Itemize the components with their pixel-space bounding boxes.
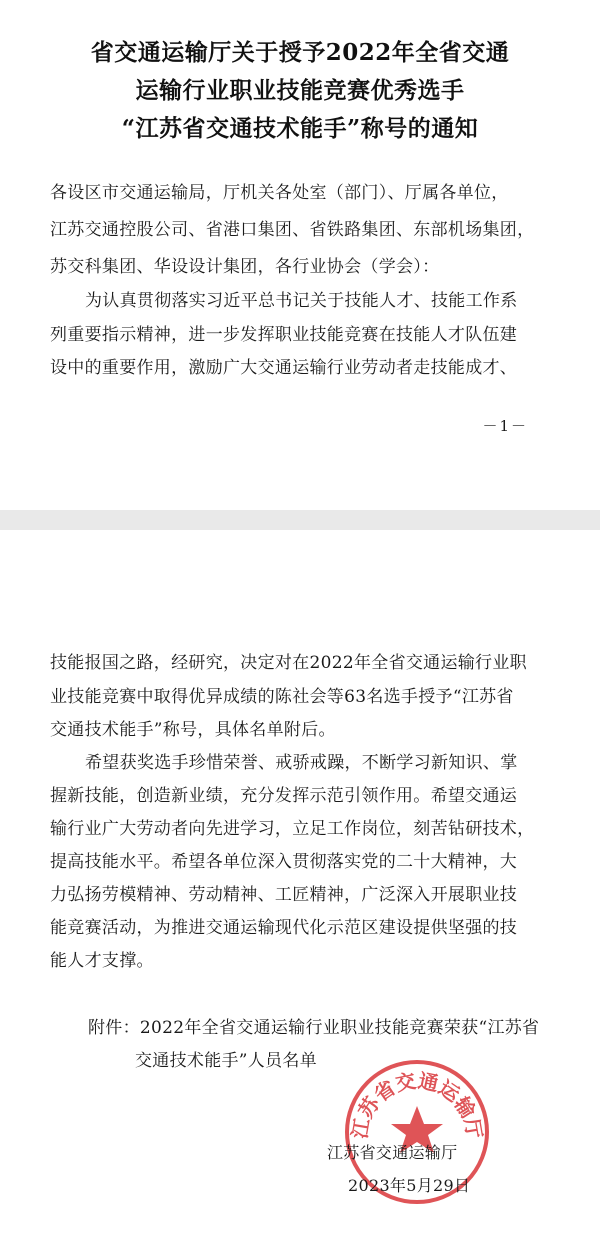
body-paragraph-line-11: 力弘扬劳模精神、劳动精神、工匠精神，广泛深入开展职业技: [50, 885, 518, 905]
body-paragraph-line-7: 希望获奖选手珍惜荣誉、戒骄戒躁，不断学习新知识、掌: [85, 753, 518, 773]
body-paragraph-line-10: 提高技能水平。希望各单位深入贯彻落实党的二十大精神，大: [50, 852, 518, 872]
seal-text: 江苏省交通运输厅: [347, 1068, 487, 1141]
document-page-1: [0, 0, 600, 510]
page-number: －1－: [482, 417, 528, 435]
body-paragraph-line-1: 为认真贯彻落实习近平总书记关于技能人才、技能工作系: [85, 291, 518, 311]
body-paragraph-line-2: 列重要指示精神，进一步发挥职业技能竞赛在技能人才队伍建: [50, 325, 518, 345]
signature-date: 2023年5月29日: [348, 1176, 471, 1195]
body-paragraph-line-4: 技能报国之路，经研究，决定对在2022年全省交通运输行业职: [50, 653, 527, 673]
body-paragraph-line-6: 交通技术能手”称号，具体名单附后。: [50, 720, 336, 740]
body-paragraph-line-13: 能人才支撑。: [50, 951, 154, 971]
attachment-line-2: 交通技术能手”人员名单: [135, 1051, 317, 1071]
attachment-line-1: 附件：2022年全省交通运输行业职业技能竞赛荣获“江苏省: [88, 1018, 540, 1038]
signature-organization: 江苏省交通运输厅: [327, 1143, 458, 1162]
recipient-line-3: 苏交科集团、华设设计集团，各行业协会（学会）：: [50, 257, 440, 277]
body-paragraph-line-12: 能竞赛活动，为推进交通运输现代化示范区建设提供坚强的技: [50, 918, 518, 938]
document-title-line-1: 省交通运输厅关于授予2022年全省交通: [90, 39, 510, 66]
body-paragraph-line-5: 业技能竞赛中取得优异成绩的陈社会等63名选手授予“江苏省: [50, 687, 514, 707]
recipient-line-1: 各设区市交通运输局，厅机关各处室（部门）、厅属各单位，: [50, 183, 509, 203]
body-paragraph-line-3: 设中的重要作用，激励广大交通运输行业劳动者走技能成才、: [50, 358, 518, 378]
body-paragraph-line-8: 握新技能，创造新业绩，充分发挥示范引领作用。希望交通运: [50, 786, 518, 806]
body-paragraph-line-9: 输行业广大劳动者向先进学习，立足工作岗位，刻苦钻研技术，: [50, 819, 535, 839]
document-title-line-2: 运输行业职业技能竞赛优秀选手: [135, 77, 465, 104]
recipient-line-2: 江苏交通控股公司、省港口集团、省铁路集团、东部机场集团，: [50, 220, 535, 240]
document-title-line-3: “江苏省交通技术能手”称号的通知: [121, 115, 479, 142]
page-separator: [0, 510, 600, 530]
